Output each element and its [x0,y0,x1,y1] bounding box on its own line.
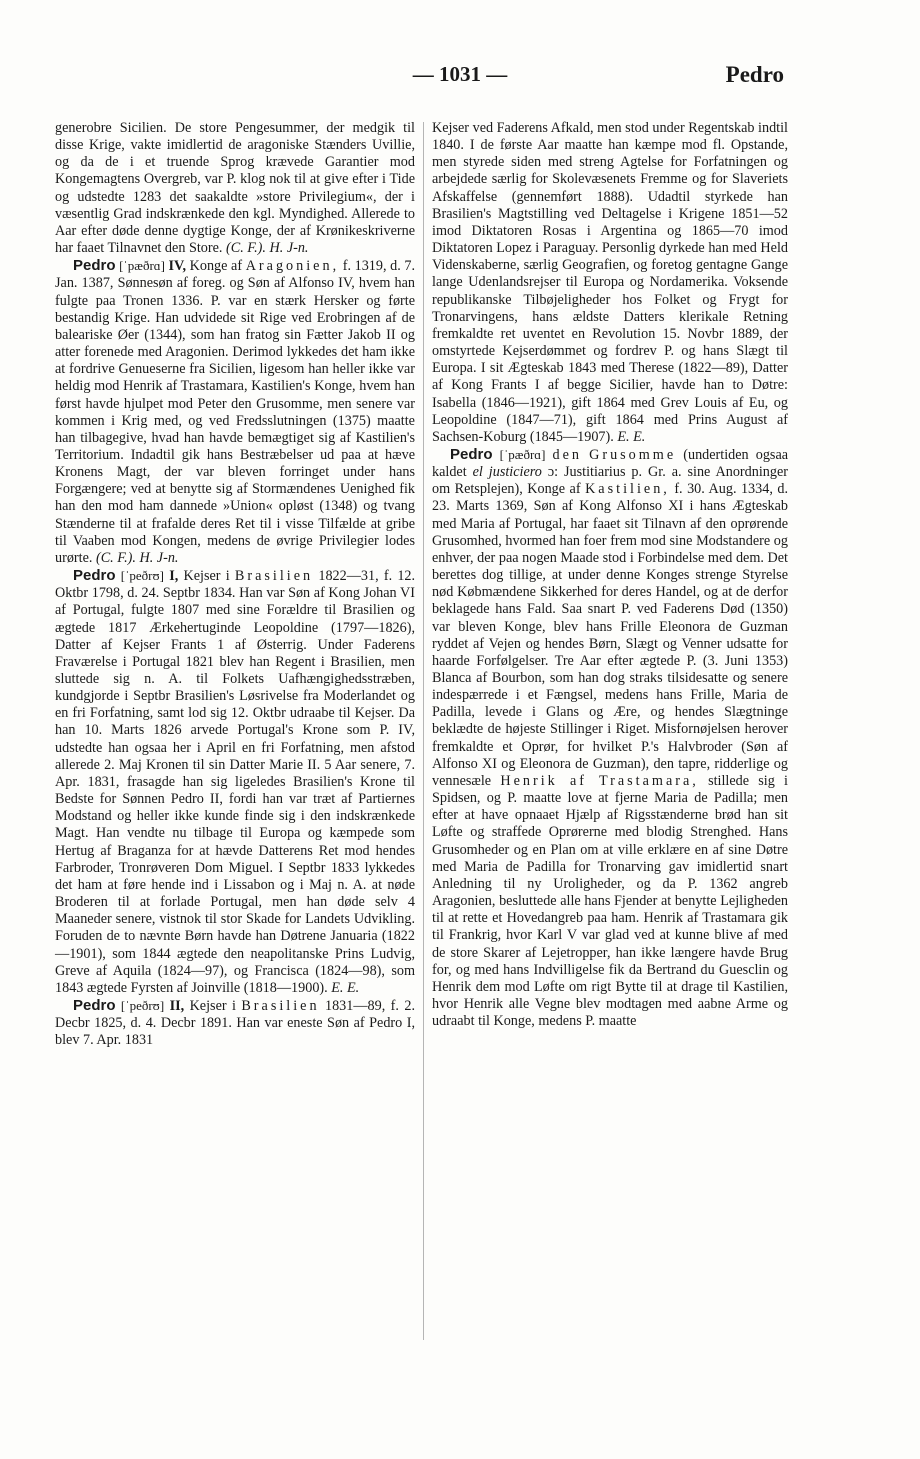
title-prefix: Konge af [189,258,243,275]
right-column [432,120,788,1030]
entry-pedro-iv [55,257,415,567]
pronunciation: [ˈpæðrɑ] [119,258,165,274]
entry-signature: E. E. [331,979,360,996]
intro-paragraph [55,120,415,257]
regnal-numeral: II, [169,997,185,1014]
page-header [0,62,920,96]
entry-text: f. 30. Aug. 1334, d. 23. Marts 1369, Søn af Kong Alfonso XI i hans Ægteskab med Maria af Portugal, har faaet sit Tilnavn af den oprørende Grusomhed, hvormed han foer frem mod sine Modstandere og enhver, der paa nogen Maade stod i Forbindelse med dem. Det berettes dog tillige, at under denne Konges strenge Styrelse nød Købmændene Sikkerhed for deres Handel, og at de derfor beklagede hans Fald. Saa snart P. ved Faderens Død (1350) var bleven Konge, blev hans Frille Eleonora de Guzman ryddet af Vejen og hendes Børn, Slægt og Venner udsatte for haarde Forfølgelser. Tre Aar efter ægtede P. (3. Juni 1353) Blanca af Bourbon, som han dog straks tilsidesatte og senere indespærrede i et Fængsel, medens hans Frille, Maria de Padilla, levede i Glans og Ære, og hendes Slægtninge beklædte de højeste Stillinger i Riget. Misfornøjelsen herover fremkaldte et Oprør, for hvilket P.'s Halvbroder (Søn af Alfonso XI og Eleonora de Guzman), den tapre, ridderlige og vennesæle [432,481,789,789]
entry-text: 1822—31, f. 12. Oktbr 1798, d. 24. Septbr 1834. Han var Søn af Kong Johan VI af Portugal, fulgte 1807 med sine Forældre til Brasilien og ægtede 1817 Ærkehertuginde Leopoldine (1797—1826), Datter af Kejser Frants 1 af Østerrig. Under Faderens Fraværelse i Portugal 1821 blev han Regent i Brasilien, men sluttede sig n. A. til Folkets Uafhængighedsstræben, kundgjorde i Septbr Brasilien's Løsrivelse fra Moderlandet og en fri Forfatning, samt lod sig 12. Oktbr udraabe til Kejser. Da han 10. Marts 1826 arvede Portugal's Krone som P. IV, udstedte han ogsaa her i April en fri Forfatning, men afstod allerede 2. Maj Kronen til sin Datter Marie II. 5 Aar senere, 7. Apr. 1831, frasagde han sig ligeledes Brasilien's Krone til Bedste for Sønnen Pedro II, fordi han var træt af Partiernes Modstand og heller ikke kunde finde sig i den indskrænkede Magt. Han vendte nu tilbage til Europa og kæmpede som Hertug af Braganza for at hævde Datterens Ret mod hendes Farbroder, Tronrøveren Dom Miguel. I Septbr 1833 lykkedes det ham at føre hende ind i Lissabon og i Maj n. A. at nøde Broderen til at forlade Portugal, men han døde selv 4 Maaneder senere, vistnok til stor Skade for Landets Udvikling. Foruden de to nævnte Børn havde han Døtrene Januaria (1822—1901), som 1844 ægtede den neapolitanske Prins Ludvig, Greve af Aquila (1824—97), og Francisca (1824—98), som 1843 ægtede Fyrsten af Joinville (1818—1900). [55,568,416,996]
place-name: Brasilien [234,568,314,585]
column-divider [423,122,424,1340]
entry-text-b: ɔ: Justitiarius p. Gr. a. sine Anordninger om Retsplejen), Konge af [432,464,788,498]
italic-name: el justiciero [472,464,542,481]
regnal-numeral: IV, [168,258,187,275]
running-head: Pedro [725,62,784,87]
entry-text: Kejser ved Faderens Afkald, men stod under Regentskab indtil 1840. I de første Aar maatte han kæmpe mod fl. Opstande, men styrede siden med streng Agtelse for Forfatningen og arbejdede særlig for Skolevæsenets Fremme og for Slaveriets Afskaffelse (gennemført 1888). Udadtil styrkede han Brasilien's Magtstilling ved Deltagelse i Krigene 1851—52 imod Diktatoren Rosas i Argentina og 1865—70 imod Diktatoren Lopez i Paraguay. Personlig dyrkede han med Held Videnskaberne, særlig Geografien, og foretog gentagne Gange lange Udenlandsrejser til Europa og Nordamerika. Voksende republikanske Tilbøjeligheder hos Folket og Frygt for Tronarvingens, hans ældste Datters klerikale Retning fremkaldte ret uventet en Revolution 15. Novbr 1889, der omstyrtede Kejserdømmet og fordrev P. og hans Slægt til Europa. I sit Ægteskab 1843 med Therese (1822—89), Datter af Kong Frants I af begge Sicilier, havde han to Døtre: Isabella (1846—1921), gift 1864 med Grev Louis af Eu, og Leopoldine (1847—71), gift 1864 med Prins August af Sachsen-Koburg (1845—1907). [432,120,788,445]
headword: Pedro [73,996,116,1014]
person-name: Henrik af Trastamara, [500,772,699,789]
headword: Pedro [73,567,116,585]
place-name: Kastilien, [585,481,670,498]
epithet-prefix: den [552,446,582,463]
entry-text-a: (undertiden ogsaa kaldet [432,446,789,481]
left-column [55,120,415,1049]
headword: Pedro [73,257,116,275]
entry-pedro-den-grusomme [432,446,788,1030]
place-name: Brasilien [241,997,320,1014]
entry-text: 1831—89, f. 2. Decbr 1825, d. 4. Decbr 1891. Han var eneste Søn af Pedro I, blev 7. Apr. 1831 [55,997,415,1049]
place-name: Aragonien, [245,258,340,275]
title-prefix: Kejser i [183,568,230,585]
pronunciation: [ˈpeðrʊ] [120,568,164,584]
entry-pedro-i [55,567,415,997]
intro-signature: (C. F.). H. J-n. [226,240,309,257]
pronunciation: [ˈpeðrʊ] [120,997,165,1013]
entry-text: f. 1319, d. 7. Jan. 1387, Sønnesøn af foreg. og Søn af Alfonso IV, hvem han fulgte paa Tronen 1336. P. var en stærk Hersker og førte bestandig Krige. Han udvidede sit Rige ved Erobringen af de baleariske Øer (1344), som han fratog sin Fætter Jakob II og atter forenede med Aragonien. Derimod lykkedes det ham ikke at fordrive Genueserne fra Sicilien, ligesom han heller ikke var heldig mod Henrik af Trastamara, Kastilien's Konge, hvem han først havde hjulpet mod Peter den Grusomme, men senere var kommen i Krig med, og ved Fredsslutningen (1375) maatte han tilbagegive, hvad han havde bemægtiget sig af Kastilien's Territorium. Indadtil gik hans Bestræbelser ud paa at hæve Kronens Magt, der var bleven forringet under hans Forgængere; ved at benytte sig af Stormændenes Uenighed fik han den mod ham dannede »Union« opløst (1348) og tvang Stænderne til at frafalde deres Ret til i visse Tilfælde at gribe til Vaaben mod Kongen, medens de øvrige Privilegier lodes urørte. [55,258,416,566]
entry-text-c: stillede sig i Spidsen, og P. maatte love at fjerne Maria de Padilla; men efter at have opnaaet Hjælp af Rigsstænderne brød han sit Løfte og straffede Oprørerne med blodig Strenghed. Hans Grusomheder og en Plan om at ville erklære en af sine Døtre med Maria de Padilla for Tronarving gav imidlertid snart Anledning til ny Uroligheder, og da P. 1362 angreb Aragonien, besluttede alle hans Fjender at benytte Lejligheden til at rette et Hovedangreb paa ham. Henrik af Trastamara gik til Frankrig, hvor Karl V var glad ved at kunne blive af med de store Skarer af Lejetropper, han ikke længere havde Brug for, og med hans Indvilligelse fik da Bertrand du Guesclin og Henrik dem mod Løfte om rigt Bytte til at drage til Kastilien, hvor Henrik alle Vegne blev modtagen med aabne Arme og udraabt til Konge, medens P. maatte [432,772,789,1030]
entry-signature: E. E. [617,428,646,445]
regnal-numeral: I, [169,568,179,585]
epithet: Grusomme [589,446,677,463]
headword: Pedro [450,445,493,463]
page-number: — 1031 — [412,62,508,86]
entry-pedro-ii-continued [432,120,788,446]
intro-text: generobre Sicilien. De store Pengesummer, der medgik til disse Krige, vakte imidlertid de aragoniske Stænders Uvillie, og da de i et truende Sprog krævede Garantier mod Kongemagtens Overgreb, var P. klog nok til at give efter i Tide og udstedte 1283 det saakaldte »store Privilegium«, der i væsentlig Grad indskrænkede den kgl. Myndighed. Allerede to Aar efter døde denne dygtige Konge, der af Krønikeskriverne har faaet Tilnavnet den Store. [55,120,415,257]
entry-signature: (C. F.). H. J-n. [95,549,179,566]
title-prefix: Kejser i [189,997,236,1014]
pronunciation: [ˈpæðrɑ] [499,446,546,462]
entry-pedro-ii [55,997,415,1049]
